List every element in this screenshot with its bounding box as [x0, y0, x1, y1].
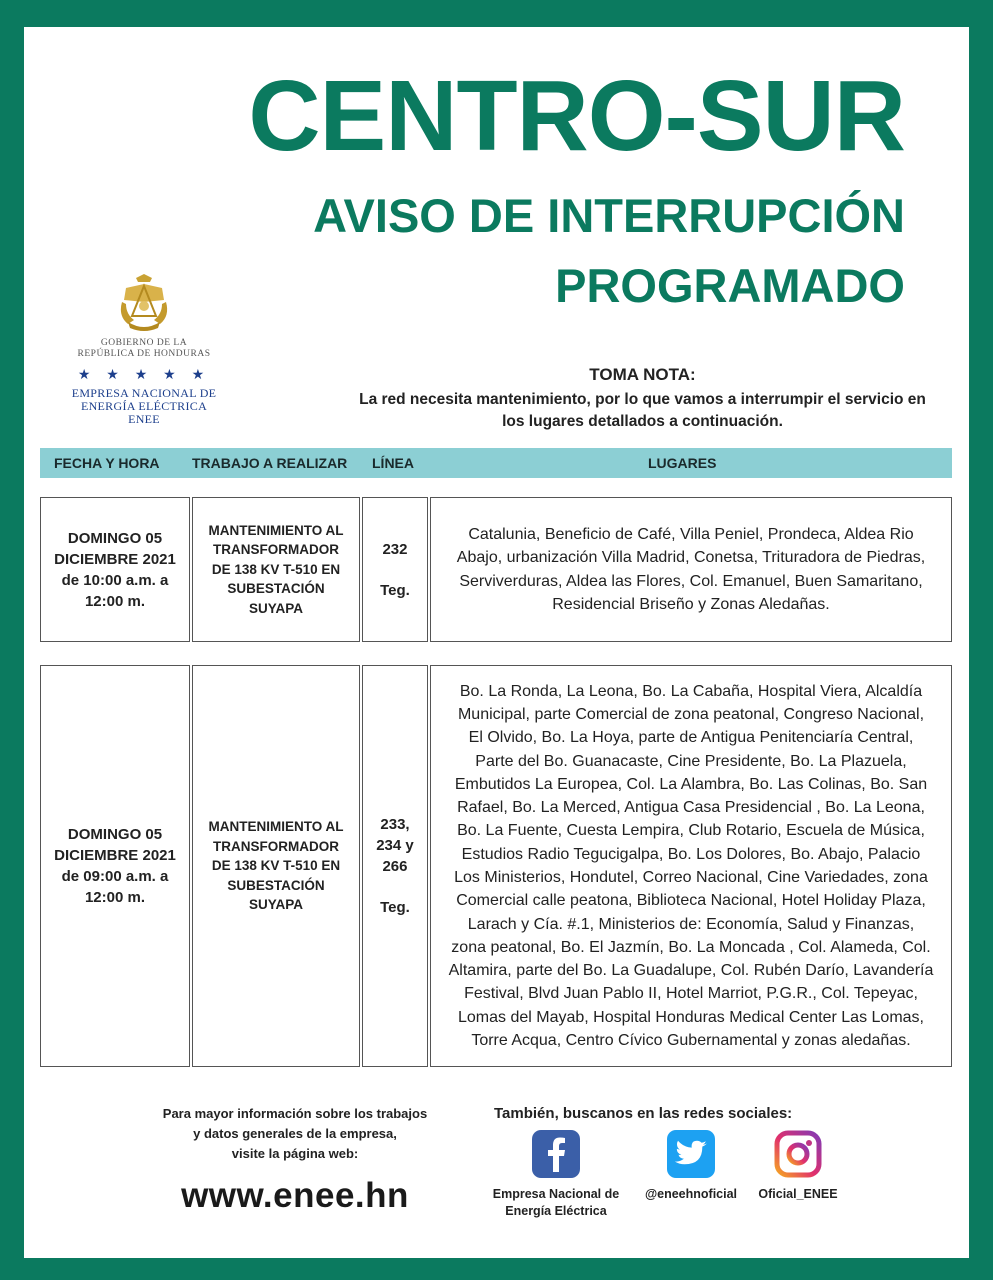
row2-places-cell: [430, 665, 952, 1067]
website-link[interactable]: www.enee.hn: [181, 1176, 409, 1215]
row1-date-line: de 10:00 a.m. a: [61, 571, 169, 589]
header-line: LÍNEA: [372, 455, 414, 471]
header-date: FECHA Y HORA: [54, 455, 160, 471]
row1-work-cell: [192, 497, 360, 642]
facebook-icon: [532, 1130, 580, 1178]
coat-of-arms-icon: [114, 272, 174, 334]
row1-places-cell: [430, 497, 952, 642]
row2-places-line: El Olvido, Bo. La Hoya, parte de Antigua Penitenciaría Central,: [468, 729, 914, 747]
row1-work-line: SUYAPA: [248, 600, 304, 616]
row2-places-line: Lomas del Mayab, Hospital Honduras Medical Center Las Lomas,: [457, 1008, 924, 1026]
row2-line-cell: [362, 665, 428, 1067]
table-header: [40, 448, 952, 478]
row2-places-line: Torre Acqua, Centro Cívico Gubernamental y zonas aledañas.: [471, 1032, 911, 1050]
row2-work-line: SUBESTACIÓN: [227, 877, 325, 893]
header-work: TRABAJO A REALIZAR: [192, 455, 348, 471]
footer-info: [140, 1104, 450, 1216]
row1-places-line: Catalunia, Beneficio de Café, Villa Peniel, Prondeca, Aldea Rio: [468, 525, 914, 543]
logo-enee-line3: ENEE: [128, 412, 160, 426]
row2-date-line: 12:00 m.: [84, 889, 146, 906]
row2-line-value: 233,: [380, 816, 410, 833]
twitter-label: @eneehnoficial: [644, 1187, 738, 1201]
twitter-icon: [667, 1130, 715, 1178]
government-logo: [60, 272, 228, 426]
logo-government-line2: REPÚBLICA DE HONDURAS: [77, 349, 211, 359]
row2-places-line: Altamira, parte del Bo. La Guadalupe, Col. Rubén Darío, Lavandería: [448, 962, 934, 980]
social-title: También, buscanos en las redes sociales:: [494, 1105, 793, 1122]
footer-info-line2: y datos generales de la empresa,: [193, 1126, 397, 1141]
row2-places-line: Comercial calle peatona, Biblioteca Nacional, Hotel Holiday Plaza,: [456, 892, 926, 910]
row2-work-line: TRANSFORMADOR: [213, 838, 339, 854]
row1-places-line: Abajo, urbanización Villa Madrid, Conetsa, Trituradora de Piedras,: [456, 549, 926, 567]
row1-work-line: SUBESTACIÓN: [227, 581, 325, 597]
row2-places-line: zona peatonal, Bo. El Jazmín, Bo. La Moncada , Col. Alameda, Col.: [451, 938, 931, 956]
row2-line-value: 234 y: [376, 837, 414, 854]
row2-places-line: Rafael, Bo. La Merced, Antigua Casa Presidencial , Bo. La Leona,: [457, 799, 925, 817]
row2-date-line: DOMINGO 05: [67, 826, 163, 843]
row2-places-line: Estudios Radio Tegucigalpa, Bo. Los Dolores, Bo. Abajo, Palacio: [461, 845, 921, 863]
page-title: CENTRO-SUR: [248, 60, 905, 172]
row1-line-region: Teg.: [380, 581, 410, 599]
row1-work-line: TRANSFORMADOR: [213, 542, 339, 558]
row1-line-spacer: [380, 560, 410, 580]
row2-line-spacer: [376, 877, 414, 897]
row2-places-line: Bo. La Ronda, La Leona, Bo. La Cabaña, Hospital Viera, Alcaldía: [459, 682, 923, 700]
logo-enee-line2: ENERGÍA ELÉCTRICA: [80, 399, 208, 413]
row2-places-line: Larach y Cía. #.1, Ministerios de: Economía, Salud y Finanzas,: [467, 915, 915, 933]
row2-places-line: Municipal, parte Comercial de zona peatonal, Congreso Nacional,: [457, 705, 925, 723]
row2-places-line: Los Ministerios, Hondutel, Correo Nacional, Cine Variedades, zona: [454, 869, 928, 886]
note-heading: TOMA NOTA:: [589, 365, 696, 384]
row2-line-region: Teg.: [380, 899, 410, 916]
note-body-line1: La red necesita mantenimiento, por lo que vamos a interrumpir el servicio en: [359, 391, 926, 408]
facebook-label-line1: Empresa Nacional de: [492, 1187, 620, 1201]
notice-subtitle-line1: AVISO DE INTERRUPCIÓN: [313, 189, 905, 242]
row1-line-value: 232: [382, 540, 408, 558]
facebook-link[interactable]: [490, 1130, 622, 1220]
row1-places-line: Residencial Briseño y Zonas Aledañas.: [552, 595, 830, 613]
facebook-label-line2: Energía Eléctrica: [505, 1204, 607, 1218]
row2-work-line: SUYAPA: [248, 897, 304, 913]
header-places: LUGARES: [648, 455, 717, 471]
row1-places-line: Serviverduras, Aldea las Flores, Col. Emanuel, Buen Samaritano,: [459, 572, 923, 590]
footer-info-line3: visite la página web:: [231, 1146, 359, 1161]
row2-work-cell: [192, 665, 360, 1067]
row1-date-line: DICIEMBRE 2021: [54, 550, 176, 568]
twitter-link[interactable]: [637, 1130, 745, 1203]
row1-line-cell: [362, 497, 428, 642]
row2-work-line: DE 138 KV T-510 EN: [211, 858, 341, 874]
row2-date-line: DICIEMBRE 2021: [54, 847, 176, 864]
row2-places-line: Bo. La Fuente, Cuesta Lempira, Club Rotario, Escuela de Música,: [457, 822, 925, 840]
footer-info-line1: Para mayor información sobre los trabajos: [162, 1106, 428, 1121]
row2-line-value: 266: [382, 858, 408, 875]
row2-work-line: MANTENIMIENTO AL: [208, 819, 344, 835]
row1-work-line: DE 138 KV T-510 EN: [211, 561, 341, 577]
instagram-icon: [774, 1130, 822, 1178]
logo-government-line1: GOBIERNO DE LA: [100, 338, 188, 348]
row2-date-cell: [40, 665, 190, 1067]
note-section: [330, 365, 955, 433]
instagram-label: Oficial_ENEE: [758, 1187, 838, 1201]
instagram-link[interactable]: [752, 1130, 844, 1203]
row2-places-line: Parte del Bo. Guanacaste, Cine Presidente, Bo. La Plazuela,: [475, 752, 907, 770]
logo-enee-line1: EMPRESA NACIONAL DE: [71, 386, 217, 400]
note-body-line2: los lugares detallados a continuación.: [502, 413, 783, 430]
row1-date-line: DOMINGO 05: [67, 529, 163, 547]
row2-date-line: de 09:00 a.m. a: [61, 868, 169, 885]
row1-date-line: 12:00 m.: [84, 592, 146, 610]
row1-date-cell: [40, 497, 190, 642]
row1-work-line: MANTENIMIENTO AL: [208, 522, 344, 538]
notice-subtitle-line2: PROGRAMADO: [555, 259, 905, 312]
logo-stars: ★ ★ ★ ★ ★: [77, 366, 211, 382]
row2-places-line: Festival, Blvd Juan Pablo II, Hotel Marriot, P.G.R., Col. Tepeyac,: [464, 985, 918, 1003]
row2-places-line: Embutidos La Europea, Col. La Alambra, Bo. Las Colinas, Bo. San: [454, 775, 928, 793]
